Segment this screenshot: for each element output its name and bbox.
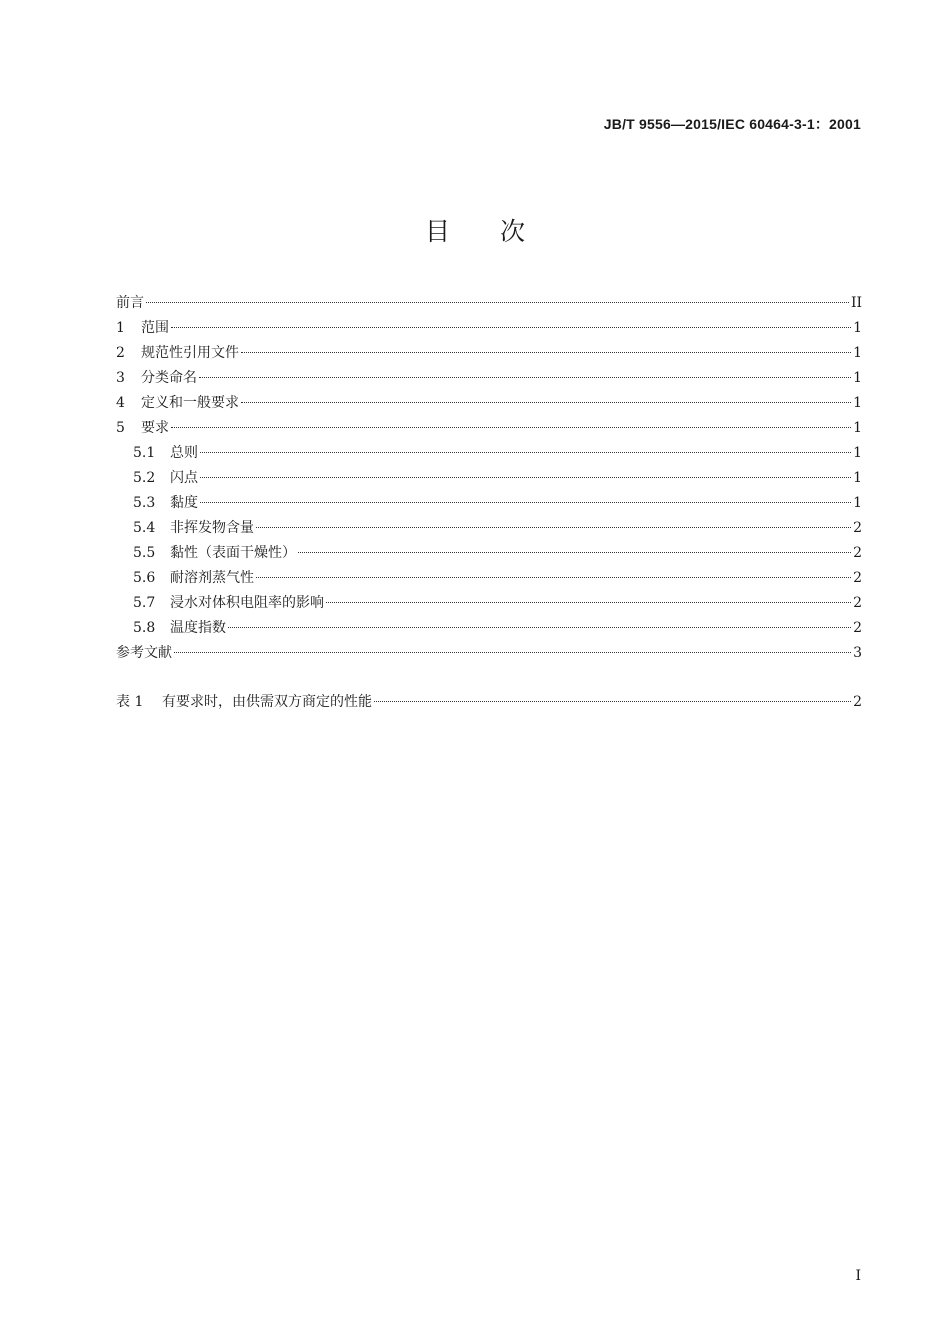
dot-leader <box>174 652 851 653</box>
toc-entry-water-immersion-effect[interactable] <box>116 593 862 618</box>
page-number: I <box>855 1268 861 1284</box>
toc-entry-label: 前言 <box>116 295 144 311</box>
toc-entry-label: 浸水对体积电阻率的影响 <box>170 595 324 611</box>
toc-entry-page: 1 <box>853 420 862 436</box>
toc-entry-label: 黏性（表面干燥性） <box>170 545 296 561</box>
toc-entry-table-1[interactable] <box>116 692 862 717</box>
toc-entry-page: 2 <box>853 620 862 636</box>
toc-entry-label: 总则 <box>170 445 198 461</box>
dot-leader <box>256 577 851 578</box>
toc-entry-number: 5.5 <box>133 545 156 561</box>
toc-entry-label: 分类命名 <box>141 370 197 386</box>
toc-entry-number: 5.8 <box>133 620 156 636</box>
toc-entry-temperature-index[interactable] <box>116 618 862 643</box>
toc-entry-page: II <box>850 295 862 311</box>
table-of-contents <box>116 293 862 717</box>
toc-entry-page: 1 <box>853 320 862 336</box>
dot-leader <box>200 452 851 453</box>
toc-entry-page: 1 <box>853 395 862 411</box>
toc-entry-number: 4 <box>116 395 125 411</box>
toc-entry-viscosity[interactable] <box>116 493 862 518</box>
toc-entry-page: 2 <box>853 595 862 611</box>
dot-leader <box>298 552 851 553</box>
dot-leader <box>374 701 851 702</box>
toc-entry-number: 1 <box>116 320 125 336</box>
toc-entry-definitions[interactable] <box>116 393 862 418</box>
toc-entry-number: 5 <box>116 420 125 436</box>
dot-leader <box>171 427 851 428</box>
standard-number: JB/T 9556—2015/IEC 60464-3-1：2001 <box>603 116 861 132</box>
dot-leader <box>256 527 851 528</box>
dot-leader <box>199 377 851 378</box>
toc-entry-label: 闪点 <box>170 470 198 486</box>
toc-entry-label: 要求 <box>141 420 169 436</box>
toc-entry-number: 3 <box>116 370 125 386</box>
toc-entry-number: 5.6 <box>133 570 156 586</box>
dot-leader <box>200 502 851 503</box>
toc-entry-number: 5.1 <box>133 445 156 461</box>
toc-entry-page: 1 <box>853 345 862 361</box>
toc-entry-label: 非挥发物含量 <box>170 520 254 536</box>
toc-entry-nonvolatile-content[interactable] <box>116 518 862 543</box>
toc-entry-requirements[interactable] <box>116 418 862 443</box>
toc-entry-general[interactable] <box>116 443 862 468</box>
dot-leader <box>241 402 851 403</box>
toc-entry-label: 定义和一般要求 <box>141 395 239 411</box>
toc-entry-flash-point[interactable] <box>116 468 862 493</box>
toc-entry-page: 3 <box>853 645 862 661</box>
toc-entry-label: 耐溶剂蒸气性 <box>170 570 254 586</box>
toc-entry-page: 1 <box>853 370 862 386</box>
toc-entry-page: 1 <box>853 495 862 511</box>
toc-entry-page: 1 <box>853 445 862 461</box>
toc-entry-number: 2 <box>116 345 125 361</box>
dot-leader <box>171 327 851 328</box>
toc-entry-page: 2 <box>853 545 862 561</box>
toc-entry-label: 参考文献 <box>116 645 172 661</box>
toc-entry-bibliography[interactable] <box>116 643 862 668</box>
dot-leader <box>326 602 851 603</box>
toc-entry-number: 5.4 <box>133 520 156 536</box>
toc-entry-solvent-vapour-resistance[interactable] <box>116 568 862 593</box>
toc-entry-foreword[interactable] <box>116 293 862 318</box>
toc-entry-page: 2 <box>853 570 862 586</box>
toc-entry-classification[interactable] <box>116 368 862 393</box>
toc-entry-page: 2 <box>853 520 862 536</box>
toc-entry-number: 表 1 <box>116 694 144 710</box>
toc-entry-label: 黏度 <box>170 495 198 511</box>
toc-entry-number: 5.7 <box>133 595 156 611</box>
toc-entry-label: 规范性引用文件 <box>141 345 239 361</box>
toc-entry-scope[interactable] <box>116 318 862 343</box>
toc-entry-page: 2 <box>853 694 862 710</box>
toc-entry-number: 5.2 <box>133 470 156 486</box>
toc-entry-tackiness[interactable] <box>116 543 862 568</box>
dot-leader <box>241 352 851 353</box>
dot-leader <box>228 627 851 628</box>
dot-leader <box>200 477 851 478</box>
toc-entry-page: 1 <box>853 470 862 486</box>
dot-leader <box>146 302 849 303</box>
toc-entry-label: 温度指数 <box>170 620 226 636</box>
toc-entry-number: 5.3 <box>133 495 156 511</box>
toc-entry-normative-references[interactable] <box>116 343 862 368</box>
toc-entry-label: 范围 <box>141 320 169 336</box>
toc-entry-label: 有要求时，由供需双方商定的性能 <box>162 694 372 710</box>
page-title: 目次 <box>424 217 575 246</box>
